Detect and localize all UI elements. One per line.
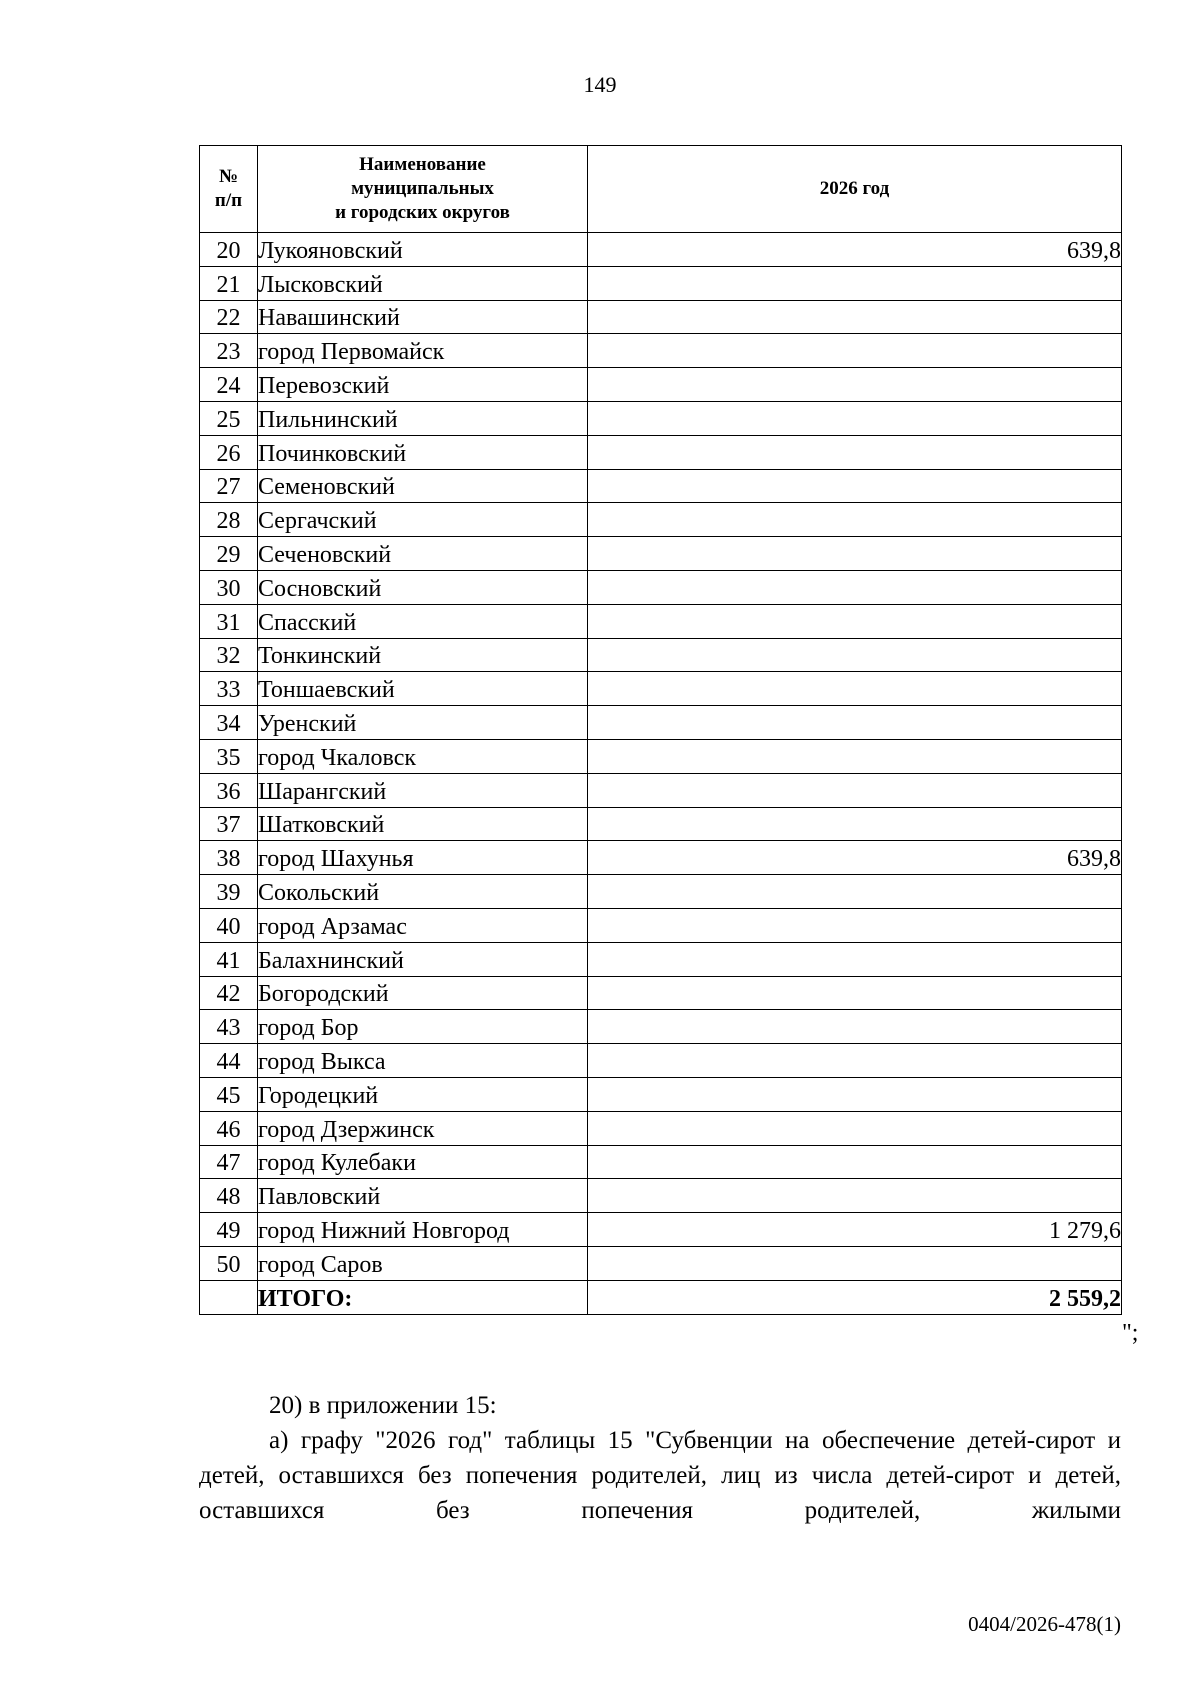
table-row bbox=[200, 266, 1122, 300]
row-name: город Бор bbox=[258, 1010, 588, 1044]
header-name-line2: муниципальных bbox=[351, 178, 494, 199]
row-name: город Дзержинск bbox=[258, 1111, 588, 1145]
subventions-table bbox=[199, 145, 1122, 1315]
total-row bbox=[200, 1280, 1122, 1314]
row-name: Семеновский bbox=[258, 469, 588, 503]
row-name: город Саров bbox=[258, 1246, 588, 1280]
table-row bbox=[200, 773, 1122, 807]
row-number: 21 bbox=[200, 266, 258, 300]
row-number: 24 bbox=[200, 368, 258, 402]
table-row bbox=[200, 604, 1122, 638]
table-row bbox=[200, 1246, 1122, 1280]
table-row bbox=[200, 908, 1122, 942]
row-number: 22 bbox=[200, 300, 258, 334]
row-number: 42 bbox=[200, 976, 258, 1010]
row-name: Городецкий bbox=[258, 1077, 588, 1111]
row-name: Тонкинский bbox=[258, 638, 588, 672]
row-value bbox=[588, 469, 1122, 503]
row-value bbox=[588, 334, 1122, 368]
row-number: 35 bbox=[200, 739, 258, 773]
row-value bbox=[588, 1111, 1122, 1145]
row-value bbox=[588, 266, 1122, 300]
row-name: город Нижний Новгород bbox=[258, 1213, 588, 1247]
header-name bbox=[258, 146, 588, 233]
page-number: 149 bbox=[583, 72, 617, 97]
row-number: 39 bbox=[200, 875, 258, 909]
row-name: Павловский bbox=[258, 1179, 588, 1213]
row-number: 28 bbox=[200, 503, 258, 537]
table-row bbox=[200, 638, 1122, 672]
row-name: город Чкаловск bbox=[258, 739, 588, 773]
row-number: 50 bbox=[200, 1246, 258, 1280]
row-name: город Первомайск bbox=[258, 334, 588, 368]
row-number: 29 bbox=[200, 537, 258, 571]
total-label: ИТОГО: bbox=[258, 1280, 588, 1314]
header-number bbox=[200, 146, 258, 233]
row-value bbox=[588, 942, 1122, 976]
row-value bbox=[588, 672, 1122, 706]
row-value bbox=[588, 706, 1122, 740]
table-row bbox=[200, 537, 1122, 571]
row-number: 30 bbox=[200, 570, 258, 604]
row-value bbox=[588, 739, 1122, 773]
table-row bbox=[200, 570, 1122, 604]
row-name: Сергачский bbox=[258, 503, 588, 537]
table-row bbox=[200, 503, 1122, 537]
row-value bbox=[588, 401, 1122, 435]
row-number: 37 bbox=[200, 807, 258, 841]
total-value: 2 559,2 bbox=[588, 1280, 1122, 1314]
table-row bbox=[200, 739, 1122, 773]
row-name: Починковский bbox=[258, 435, 588, 469]
row-value bbox=[588, 875, 1122, 909]
row-name: Сосновский bbox=[258, 570, 588, 604]
table-row bbox=[200, 1010, 1122, 1044]
table-row bbox=[200, 672, 1122, 706]
header-name-line1: Наименование bbox=[359, 154, 486, 175]
table-row bbox=[200, 368, 1122, 402]
table-header-row bbox=[200, 146, 1122, 233]
row-number: 34 bbox=[200, 706, 258, 740]
total-number-cell bbox=[200, 1280, 258, 1314]
row-value bbox=[588, 300, 1122, 334]
row-value bbox=[588, 638, 1122, 672]
row-name: Навашинский bbox=[258, 300, 588, 334]
row-name: Сеченовский bbox=[258, 537, 588, 571]
row-name: Шатковский bbox=[258, 807, 588, 841]
row-name: Шарангский bbox=[258, 773, 588, 807]
row-value bbox=[588, 503, 1122, 537]
row-value bbox=[588, 1077, 1122, 1111]
row-name: Перевозский bbox=[258, 368, 588, 402]
row-name: город Арзамас bbox=[258, 908, 588, 942]
table-row bbox=[200, 807, 1122, 841]
table-row bbox=[200, 1145, 1122, 1179]
row-name: Балахнинский bbox=[258, 942, 588, 976]
row-number: 45 bbox=[200, 1077, 258, 1111]
row-number: 27 bbox=[200, 469, 258, 503]
row-value bbox=[588, 604, 1122, 638]
row-value bbox=[588, 1145, 1122, 1179]
row-number: 38 bbox=[200, 841, 258, 875]
row-number: 46 bbox=[200, 1111, 258, 1145]
table-row bbox=[200, 1111, 1122, 1145]
header-year: 2026 год bbox=[588, 146, 1122, 233]
row-name: Лысковский bbox=[258, 266, 588, 300]
document-code: 0404/2026-478(1) bbox=[968, 1612, 1121, 1636]
row-number: 31 bbox=[200, 604, 258, 638]
row-name: Лукояновский bbox=[258, 233, 588, 267]
row-name: Тоншаевский bbox=[258, 672, 588, 706]
row-number: 36 bbox=[200, 773, 258, 807]
row-value: 639,8 bbox=[588, 233, 1122, 267]
table-row bbox=[200, 1213, 1122, 1247]
table-row bbox=[200, 1179, 1122, 1213]
row-name: Богородский bbox=[258, 976, 588, 1010]
row-name: город Кулебаки bbox=[258, 1145, 588, 1179]
row-name: Сокольский bbox=[258, 875, 588, 909]
row-name: город Шахунья bbox=[258, 841, 588, 875]
row-number: 49 bbox=[200, 1213, 258, 1247]
header-number-line1: № bbox=[218, 166, 239, 187]
table-row bbox=[200, 401, 1122, 435]
row-value bbox=[588, 368, 1122, 402]
row-number: 33 bbox=[200, 672, 258, 706]
row-name: Уренский bbox=[258, 706, 588, 740]
row-value bbox=[588, 807, 1122, 841]
table-row bbox=[200, 334, 1122, 368]
row-number: 40 bbox=[200, 908, 258, 942]
table-row bbox=[200, 1077, 1122, 1111]
row-value bbox=[588, 908, 1122, 942]
row-number: 20 bbox=[200, 233, 258, 267]
row-number: 47 bbox=[200, 1145, 258, 1179]
row-number: 23 bbox=[200, 334, 258, 368]
table-row bbox=[200, 976, 1122, 1010]
row-number: 32 bbox=[200, 638, 258, 672]
row-value: 1 279,6 bbox=[588, 1213, 1122, 1247]
row-number: 44 bbox=[200, 1044, 258, 1078]
paragraph-subitem-a: а) графу "2026 год" таблицы 15 "Субвенции на обеспечение детей-сирот и детей, оставшихся без попечения родителей, лиц из числа детей-сирот и детей, оставшихся без попечения родителей, жилыми bbox=[199, 1427, 1121, 1524]
table-row bbox=[200, 1044, 1122, 1078]
table-row bbox=[200, 841, 1122, 875]
closing-quote: "; bbox=[1122, 1320, 1139, 1346]
row-number: 48 bbox=[200, 1179, 258, 1213]
row-name: Пильнинский bbox=[258, 401, 588, 435]
row-value bbox=[588, 1246, 1122, 1280]
row-number: 43 bbox=[200, 1010, 258, 1044]
table-row bbox=[200, 435, 1122, 469]
table-row bbox=[200, 469, 1122, 503]
row-value bbox=[588, 1179, 1122, 1213]
row-number: 26 bbox=[200, 435, 258, 469]
paragraph-item-20: 20) в приложении 15: bbox=[269, 1392, 497, 1419]
row-value bbox=[588, 1044, 1122, 1078]
table-row bbox=[200, 875, 1122, 909]
header-number-line2: п/п bbox=[214, 190, 243, 211]
row-value bbox=[588, 435, 1122, 469]
row-value bbox=[588, 773, 1122, 807]
row-number: 25 bbox=[200, 401, 258, 435]
table-row bbox=[200, 300, 1122, 334]
table-row bbox=[200, 706, 1122, 740]
table-row bbox=[200, 233, 1122, 267]
row-value bbox=[588, 1010, 1122, 1044]
row-name: город Выкса bbox=[258, 1044, 588, 1078]
row-name: Спасский bbox=[258, 604, 588, 638]
row-number: 41 bbox=[200, 942, 258, 976]
row-value: 639,8 bbox=[588, 841, 1122, 875]
row-value bbox=[588, 537, 1122, 571]
header-name-line3: и городских округов bbox=[335, 202, 510, 223]
row-value bbox=[588, 570, 1122, 604]
table-row bbox=[200, 942, 1122, 976]
row-value bbox=[588, 976, 1122, 1010]
